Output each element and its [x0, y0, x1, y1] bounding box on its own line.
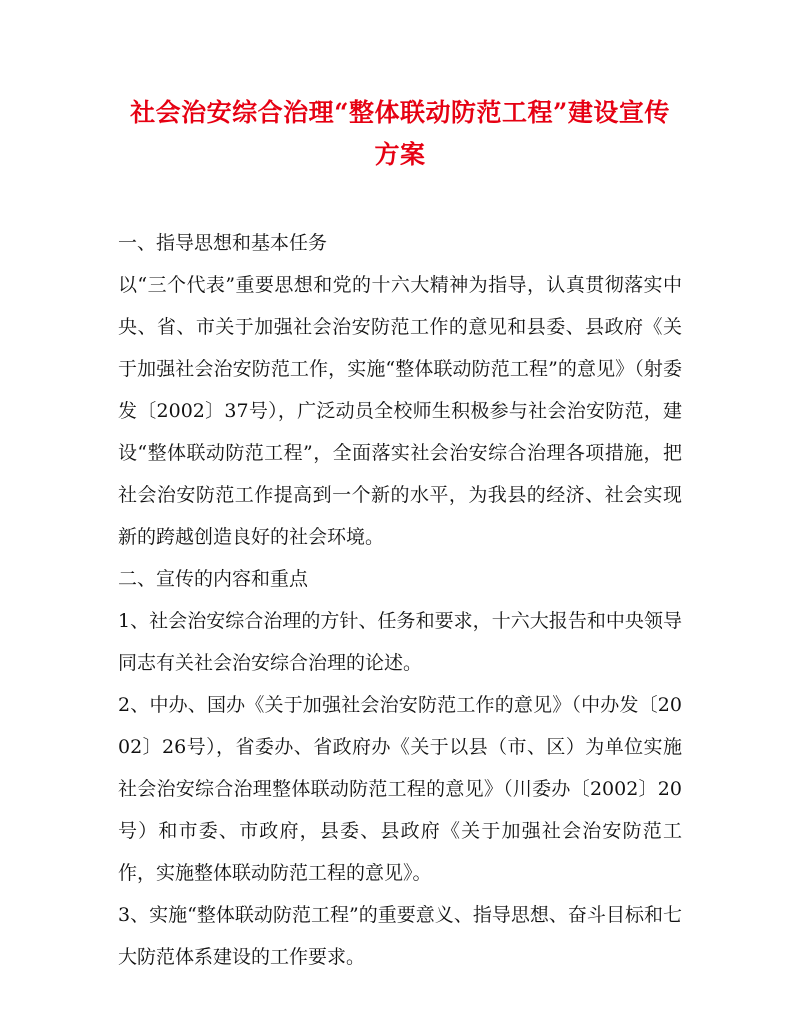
section-heading-1: 一、指导思想和基本任务 [118, 232, 328, 254]
body-paragraph: 以“三个代表”重要思想和党的十六大精神为指导，认真贯彻落实中央、省、市关于加强社会治安防范工作的意见和县委、县政府《关于加强社会治安防范工作，实施“整体联动防范工程”的意见》（射委发〔2002〕37号），广泛动员全校师生积极参与社会治安防范，建设“整体联动防范工程”，全面落实社会治安综合治理各项措施，把社会治安防范工作提高到一个新的水平，为我县的经济、社会实现新的跨越创造良好的社会环境。 [118, 274, 682, 548]
list-item-2: 2、中办、国办《关于加强社会治安防范工作的意见》（中办发〔2002〕26号），省委办、省政府办《关于以县（市、区）为单位实施社会治安综合治理整体联动防范工程的意见》（川委办〔2002〕20号）和市委、市政府，县委、县政府《关于加强社会治安防范工作，实施整体联动防范工程的意见》。 [118, 694, 682, 884]
document-body [118, 222, 682, 978]
section-heading-2: 二、宣传的内容和重点 [118, 568, 309, 590]
list-item-1: 1、社会治安综合治理的方针、任务和要求，十六大报告和中央领导同志有关社会治安综合治理的论述。 [118, 610, 682, 674]
document-title: 社会治安综合治理“整体联动防范工程”建设宣传方案 [130, 98, 670, 169]
list-item-3: 3、实施“整体联动防范工程”的重要意义、指导思想、奋斗目标和七大防范体系建设的工作要求。 [118, 904, 682, 968]
